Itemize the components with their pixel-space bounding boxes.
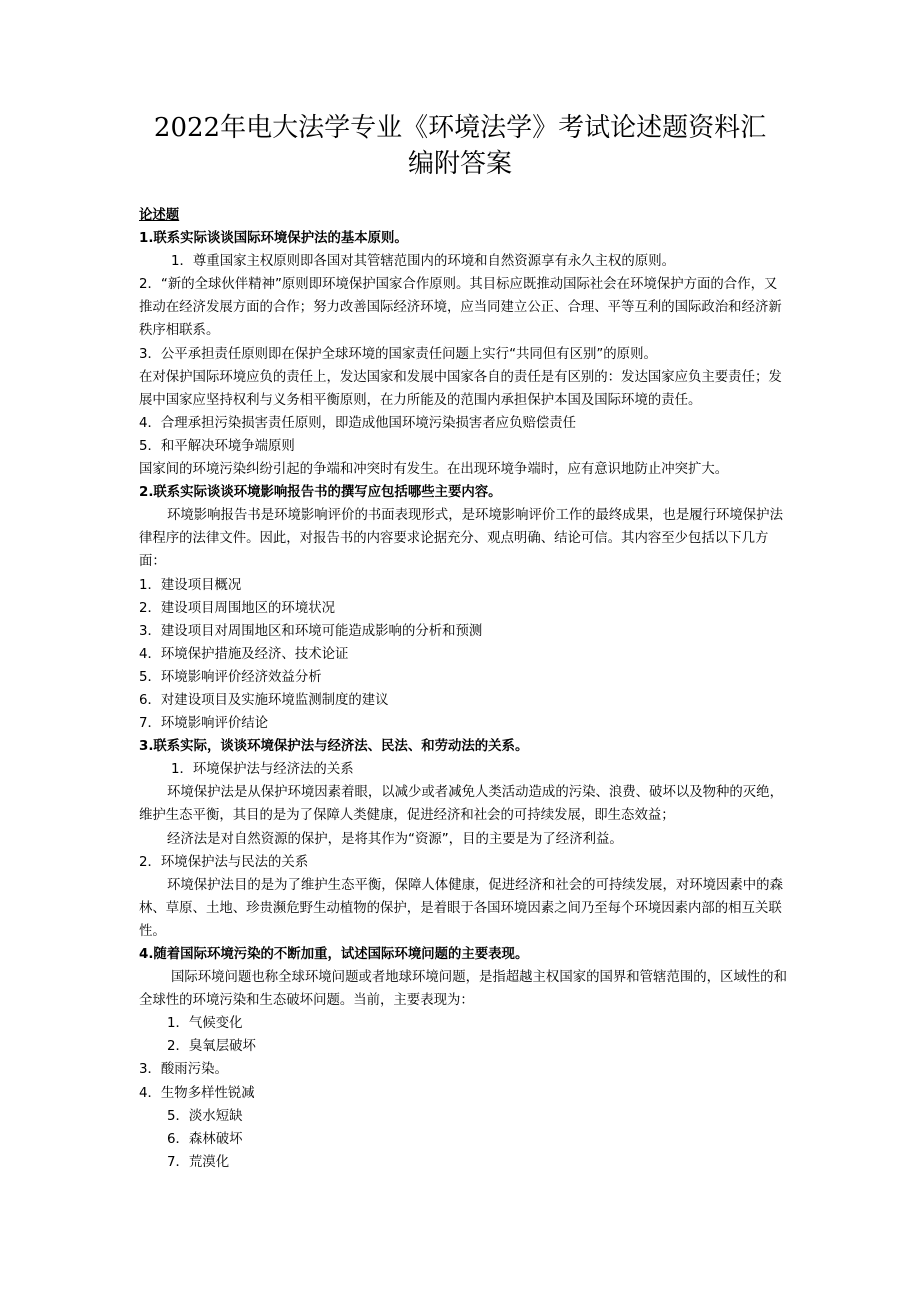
q4-list-item: 6．森林破坏 [167, 1131, 243, 1147]
question-2: 2.联系实际谈谈环境影响报告书的撰写应包括哪些主要内容。 [139, 485, 502, 501]
q2-list-item: 6．对建设项目及实施环境监测制度的建议 [139, 692, 389, 708]
q3-subheading: 2．环境保护法与民法的关系 [139, 854, 309, 870]
section-heading: 论述题 [139, 208, 180, 223]
question-3: 3.联系实际，谈谈环境保护法与经济法、民法、和劳动法的关系。 [139, 739, 529, 755]
q1-paragraph: 4．合理承担污染损害责任原则，即造成他国环境污染损害者应负赔偿责任 [139, 415, 577, 431]
question-1: 1.联系实际谈谈国际环境保护法的基本原则。 [139, 231, 408, 247]
q2-list-item: 3．建设项目对周围地区和环境可能造成影响的分析和预测 [139, 623, 483, 639]
q2-list-item: 4．环境保护措施及经济、技术论证 [139, 646, 349, 662]
q1-paragraph: 在对保护国际环境应负的责任上，发达国家和发展中国家各自的责任是有区别的：发达国家应负主要责任；发展中国家应坚持权利与义务相平衡原则，在力所能及的范围内承担保护本国及国际环境的责任。 [139, 369, 782, 408]
q1-paragraph: 1．尊重国家主权原则即各国对其管辖范围内的环境和自然资源享有永久主权的原则。 [171, 254, 675, 270]
q3-paragraph: 环境保护法是从保护环境因素着眼，以减少或者减免人类活动造成的污染、浪费、破坏以及物种的灭绝，维护生态平衡，其目的是为了保障人类健康，促进经济和社会的可持续发展，即生态效益； [139, 785, 783, 824]
document-body [139, 204, 787, 1174]
q4-list-item: 2．臭氧层破坏 [167, 1039, 256, 1055]
q2-list-item: 5．环境影响评价经济效益分析 [139, 669, 322, 685]
q4-list-item: 5．淡水短缺 [167, 1108, 243, 1124]
q2-list-item: 1．建设项目概况 [139, 577, 242, 593]
q2-intro: 环境影响报告书是环境影响评价的书面表现形式，是环境影响评价工作的最终成果，也是履行环境保护法律程序的法律文件。因此，对报告书的内容要求论据充分、观点明确、结论可信。其内容至少包括以下几方面： [139, 508, 783, 570]
q4-list-item: 4．生物多样性锐减 [139, 1085, 255, 1101]
q1-paragraph: 3．公平承担责任原则即在保护全球环境的国家责任问题上实行“共同但有区别”的原则。 [139, 346, 657, 362]
q2-list-item: 7．环境影响评价结论 [139, 716, 269, 732]
q1-paragraph: 5．和平解决环境争端原则 [139, 438, 295, 454]
title-line-2: 编附答案 [407, 149, 512, 179]
q1-paragraph: 2．“新的全球伙伴精神”原则即环境保护国家合作原则。其目标应既推动国际社会在环境保护方面的合作，又推动在经济发展方面的合作；努力改善国际经济环境，应当同建立公正、合理、平等互利的国际政治和经济新秩序相联系。 [139, 277, 782, 339]
q4-list-item: 3．酸雨污染。 [139, 1062, 228, 1078]
title-line-1: 2022年电大法学专业《环境法学》考试论述题资料汇 [153, 113, 767, 143]
q4-list-item: 1．气候变化 [167, 1016, 243, 1032]
q3-paragraph: 经济法是对自然资源的保护，是将其作为“资源”，目的主要是为了经济利益。 [167, 831, 623, 847]
q3-subheading: 1．环境保护法与经济法的关系 [171, 762, 354, 778]
document-title [120, 110, 800, 182]
q3-paragraph: 环境保护法目的是为了维护生态平衡，保障人体健康，促进经济和社会的可持续发展，对环境因素中的森林、草原、土地、珍贵濒危野生动植物的保护，是着眼于各国环境因素之间乃至每个环境因素内部的相互关联性。 [139, 877, 783, 939]
question-4: 4.随着国际环境污染的不断加重，试述国际环境问题的主要表现。 [139, 947, 529, 962]
q4-intro: 国际环境问题也称全球环境问题或者地球环境问题，是指超越主权国家的国界和管辖范围的，区域性的和全球性的环境污染和生态破坏问题。当前，主要表现为： [139, 970, 787, 1009]
q2-list-item: 2．建设项目周围地区的环境状况 [139, 600, 335, 616]
q1-paragraph: 国家间的环境污染纠纷引起的争端和冲突时有发生。在出现环境争端时，应有意识地防止冲突扩大。 [139, 462, 729, 478]
q4-list-item: 7．荒漠化 [167, 1154, 230, 1170]
